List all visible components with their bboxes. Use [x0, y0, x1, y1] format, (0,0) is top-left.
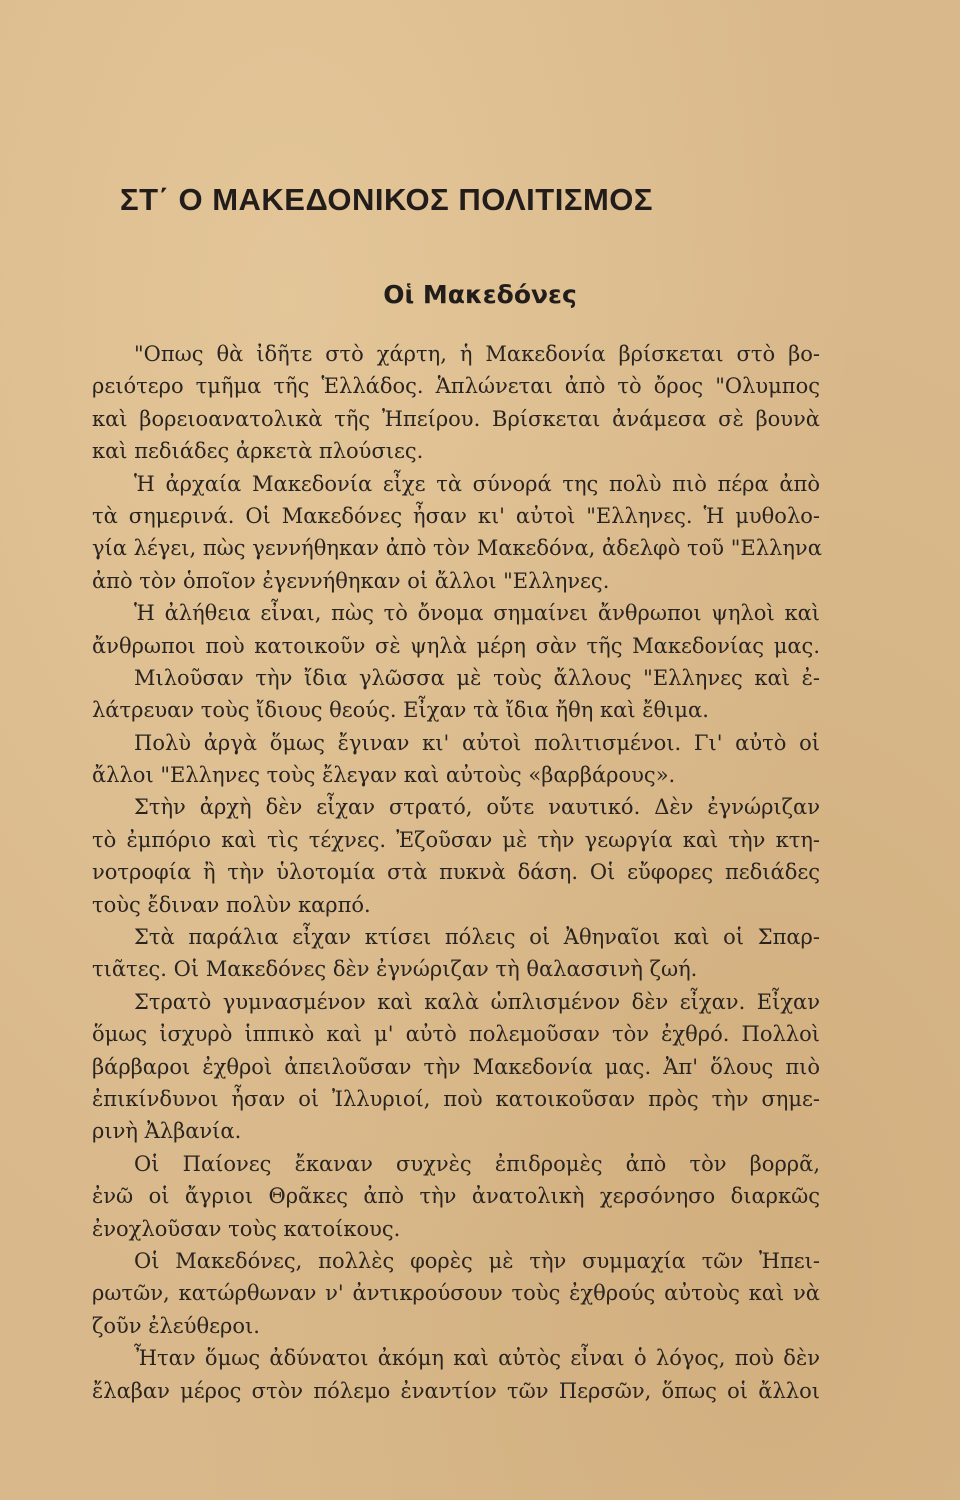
text-line: Ἡ ἀλήθεια εἶναι, πὼς τὸ ὄνομα σημαίνει ἄνθρωποι ψηλοὶ καὶ	[134, 601, 820, 626]
text-line: ἐνῶ οἱ ἄγριοι Θρᾶκες ἀπὸ τὴν ἀνατολικὴ χερσόνησο διαρκῶς	[92, 1184, 820, 1209]
text-line: "Οπως θὰ ἰδῆτε στὸ χάρτη, ἡ Μακεδονία βρίσκεται στὸ βο-	[134, 342, 820, 366]
text-line: τοὺς ἔδιναν πολὺν καρπό.	[92, 892, 371, 917]
text-line: λάτρευαν τοὺς ἴδιους θεούς. Εἶχαν τὰ ἴδια ἤθη καὶ ἔθιμα.	[92, 698, 709, 723]
text-line: ἄλλοι "Ελληνες τοὺς ἔλεγαν καὶ αὐτοὺς «βαρβάρους».	[92, 763, 676, 788]
body-text	[92, 338, 820, 1407]
text-line: ρινὴ Ἀλβανία.	[92, 1119, 242, 1144]
section-title: Οἱ Μακεδόνες	[383, 280, 577, 309]
text-line: ἀπὸ τὸν ὁποῖον ἐγεννήθηκαν οἱ ἄλλοι "Ελληνες.	[92, 568, 610, 593]
text-line: τιᾶτες. Οἱ Μακεδόνες δὲν ἐγνώριζαν τὴ θαλασσινὴ ζωή.	[92, 957, 698, 982]
text-line: ἐπικίνδυνοι ἦσαν οἱ Ἰλλυριοί, ποὺ κατοικοῦσαν πρὸς τὴν σημε-	[92, 1086, 820, 1111]
text-line: ἔλαβαν μέρος στὸν πόλεμο ἐναντίον τῶν Περσῶν, ὅπως οἱ ἄλλοι	[92, 1378, 820, 1403]
text-line: τὸ ἐμπόριο καὶ τὶς τέχνες. Ἐζοῦσαν μὲ τὴν γεωργία καὶ τὴν κτη-	[92, 827, 820, 852]
text-line: Στρατὸ γυμνασμένον καὶ καλὰ ὡπλισμένον δὲν εἶχαν. Εἶχαν	[134, 989, 820, 1014]
text-line: Οἱ Μακεδόνες, πολλὲς φορὲς μὲ τὴν συμμαχία τῶν Ἠπει-	[134, 1248, 820, 1273]
text-line: καὶ βορειοανατολικὰ τῆς Ἠπείρου. Βρίσκεται ἀνάμεσα σὲ βουνὰ	[92, 406, 820, 431]
text-line: βάρβαροι ἐχθροὶ ἀπειλοῦσαν τὴν Μακεδονία μας. Ἀπ' ὅλους πιὸ	[92, 1054, 820, 1079]
text-line: Μιλοῦσαν τὴν ἴδια γλῶσσα μὲ τοὺς ἄλλους "Ελληνες καὶ ἐ-	[134, 665, 820, 690]
text-line: Πολὺ ἀργὰ ὅμως ἔγιναν κι' αὐτοὶ πολιτισμένοι. Γι' αὐτὸ οἱ	[134, 730, 820, 755]
text-line: καὶ πεδιάδες ἀρκετὰ πλούσιες.	[92, 439, 424, 464]
text-line: Οἱ Παίονες ἔκαναν συχνὲς ἐπιδρομὲς ἀπὸ τὸν βορρᾶ,	[134, 1151, 820, 1176]
text-line: τὰ σημερινά. Οἱ Μακεδόνες ἦσαν κι' αὐτοὶ "Ελληνες. Ἡ μυθολο-	[92, 503, 820, 528]
text-line: ἐνοχλοῦσαν τοὺς κατοίκους.	[92, 1216, 401, 1241]
text-line: ὅμως ἰσχυρὸ ἱππικὸ καὶ μ' αὐτὸ πολεμοῦσαν τὸν ἐχθρό. Πολλοὶ	[92, 1022, 820, 1047]
chapter-title: ΣΤ΄ Ο ΜΑΚΕΔΟΝΙΚΟΣ ΠΟΛΙΤΙΣΜΟΣ	[120, 182, 653, 217]
text-line: ρειότερο τμῆμα τῆς Ἑλλάδος. Ἁπλώνεται ἀπὸ τὸ ὄρος "Ολυμπος	[92, 374, 820, 399]
text-line: Στὰ παράλια εἶχαν κτίσει πόλεις οἱ Ἀθηναῖοι καὶ οἱ Σπαρ-	[134, 925, 820, 950]
text-line: Ἦταν ὅμως ἀδύνατοι ἀκόμη καὶ αὐτὸς εἶναι ὁ λόγος, ποὺ δὲν	[134, 1346, 820, 1371]
text-line: Ἡ ἀρχαία Μακεδονία εἶχε τὰ σύνορά της πολὺ πιὸ πέρα ἀπὸ	[134, 471, 820, 496]
text-line: ρωτῶν, κατώρθωναν ν' ἀντικρούσουν τοὺς ἐχθρούς αὐτοὺς καὶ νὰ	[92, 1281, 820, 1306]
text-line: νοτροφία ἢ τὴν ὑλοτομία στὰ πυκνὰ δάση. Οἱ εὔφορες πεδιάδες	[92, 860, 820, 885]
text-line: Στὴν ἀρχὴ δὲν εἶχαν στρατό, οὔτε ναυτικό. Δὲν ἐγνώριζαν	[134, 795, 820, 820]
text-line: ζοῦν ἐλεύθεροι.	[92, 1313, 260, 1338]
text-line: ἄνθρωποι ποὺ κατοικοῦν σὲ ψηλὰ μέρη σὰν τῆς Μακεδονίας μας.	[92, 633, 820, 658]
text-line: γία λέγει, πὼς γεννήθηκαν ἀπὸ τὸν Μακεδόνα, ἀδελφὸ τοῦ "Ελληνα	[92, 536, 822, 561]
